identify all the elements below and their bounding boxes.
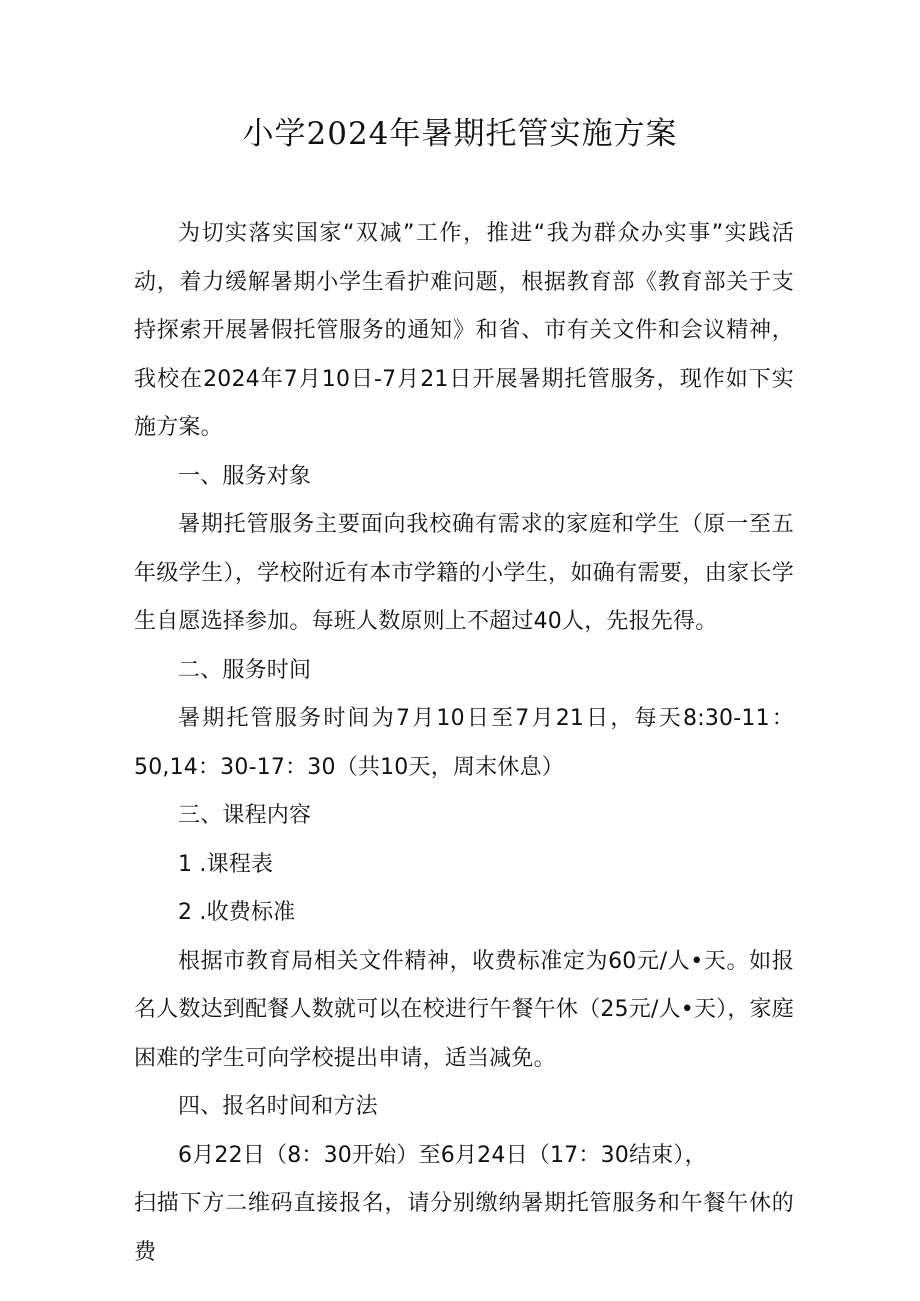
section-heading-course-content: 三、课程内容	[178, 803, 312, 828]
section-heading-service-target: 一、服务对象	[178, 463, 312, 489]
section-paragraph-fee-standard: 根据市教育局相关文件精神，收费标准定为60元/人•天。如报名人数达到配餐人数就可以在校进行午餐午休（25元/人•天），家庭困难的学生可向学校提出申请，适当减免。	[134, 948, 794, 1071]
document-body	[134, 210, 794, 1277]
section-paragraph-service-target: 暑期托管服务主要面向我校确有需求的家庭和学生（原一至五年级学生），学校附近有本市学籍的小学生，如确有需要，由家长学生自愿选择参加。每班人数原则上不超过40人，先报先得。	[134, 512, 794, 634]
course-item-schedule: 1 .课程表	[178, 851, 274, 877]
registration-method-line: 扫描下方二维码直接报名，请分别缴纳暑期托管服务和午餐午休的费	[134, 1191, 794, 1265]
course-item-fee-standard: 2 .收费标准	[178, 900, 296, 925]
section-heading-service-time: 二、服务时间	[178, 657, 312, 683]
document-title: 小学2024年暑期托管实施方案	[242, 116, 678, 152]
registration-time-line: 6月22日（8：30开始）至6月24日（17：30结束），	[178, 1142, 707, 1168]
intro-paragraph: 为切实落实国家“双减”工作，推进“我为群众办实事”实践活动，着力缓解暑期小学生看护难问题，根据教育部《教育部关于支持探索开展暑假托管服务的通知》和省、市有关文件和会议精神，我校在2024年7月10日-7月21日开展暑期托管服务，现作如下实施方案。	[134, 221, 794, 440]
section-paragraph-service-time: 暑期托管服务时间为7月10日至7月21日，每天8:30-11：50,14：30-17：30（共10天，周末休息）	[134, 706, 794, 780]
section-heading-registration: 四、报名时间和方法	[178, 1094, 378, 1119]
